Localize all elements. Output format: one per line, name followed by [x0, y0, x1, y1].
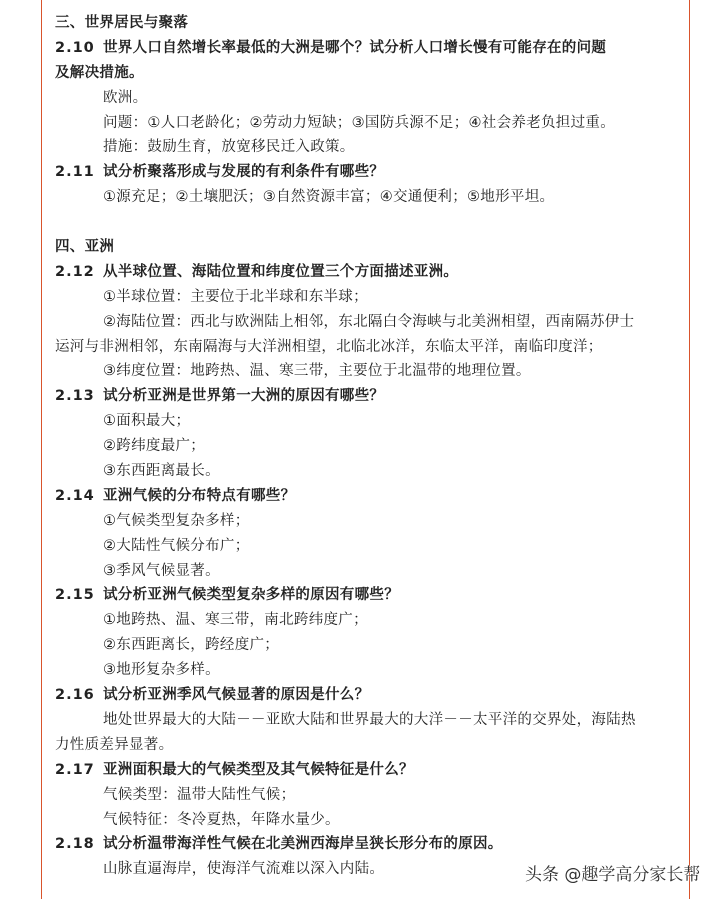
answer-line: 措施：鼓励生育，放宽移民迁入政策。	[103, 139, 355, 156]
left-border	[41, 0, 42, 899]
document-body	[55, 11, 685, 882]
question-number: 2.12	[55, 263, 95, 280]
question-text: 亚洲面积最大的气候类型及其气候特征是什么？	[103, 761, 414, 778]
answer-line: 力性质差异显著。	[55, 736, 174, 753]
answer-line: ③东西距离最长。	[103, 463, 220, 480]
question-line	[55, 36, 685, 61]
answer-line: ②海陆位置：西北与欧洲陆上相邻，东北隔白令海峡与北美洲相望，西南隔苏伊士	[103, 313, 635, 330]
answer-line: ③地形复杂多样。	[103, 662, 220, 679]
answer-line: 问题：①人口老龄化；②劳动力短缺；③国防兵源不足；④社会养老负担过重。	[103, 114, 615, 131]
question-line	[55, 832, 685, 857]
question-text: 试分析亚洲气候类型复杂多样的原因有哪些？	[103, 587, 399, 604]
question-text: 世界人口自然增长率最低的大洲是哪个？试分析人口增长慢有可能存在的问题	[103, 39, 607, 56]
question-text: 亚洲气候的分布特点有哪些？	[103, 487, 296, 504]
question-number: 2.10	[55, 39, 95, 56]
answer-line: ①源充足；②土壤肥沃；③自然资源丰富；④交通便利；⑤地形平坦。	[103, 189, 555, 206]
question-number: 2.11	[55, 164, 95, 181]
answer-line: 地处世界最大的大陆－－亚欧大陆和世界最大的大洋－－太平洋的交界处，海陆热	[103, 711, 636, 728]
answer-line: ②跨纬度最广；	[103, 438, 206, 455]
question-line	[55, 484, 685, 509]
question-line	[55, 384, 685, 409]
question-line	[55, 260, 685, 285]
answer-line: 运河与非洲相邻，东南隔海与大洋洲相望，北临北冰洋，东临太平洋，南临印度洋；	[55, 338, 603, 355]
question-text: 试分析温带海洋性气候在北美洲西海岸呈狭长形分布的原因。	[103, 836, 503, 853]
question-line	[55, 583, 685, 608]
answer-line: 山脉直逼海岸，使海洋气流难以深入内陆。	[103, 861, 385, 878]
question-number: 2.18	[55, 836, 95, 853]
question-number: 2.13	[55, 388, 95, 405]
answer-line: ①半球位置：主要位于北半球和东半球；	[103, 288, 368, 305]
answer-line: ①地跨热、温、寒三带，南北跨纬度广；	[103, 612, 368, 629]
answer-line: ②大陆性气候分布广；	[103, 537, 250, 554]
section-heading: 三、世界居民与聚落	[55, 15, 189, 31]
question-number: 2.15	[55, 587, 95, 604]
answer-line: 气候特征：冬冷夏热，年降水量少。	[103, 811, 340, 828]
answer-line: ②东西距离长，跨经度广；	[103, 637, 280, 654]
question-number: 2.16	[55, 687, 95, 704]
question-text: 及解决措施。	[55, 64, 144, 81]
blank-line	[55, 210, 685, 235]
answer-line: 欧洲。	[103, 89, 148, 106]
right-border	[689, 0, 690, 899]
question-text: 从半球位置、海陆位置和纬度位置三个方面描述亚洲。	[103, 263, 459, 280]
question-number: 2.17	[55, 761, 95, 778]
question-text: 试分析亚洲是世界第一大洲的原因有哪些？	[103, 388, 385, 405]
question-line	[55, 61, 685, 86]
answer-line: ③季风气候显著。	[103, 562, 220, 579]
question-number: 2.14	[55, 487, 95, 504]
question-text: 试分析聚落形成与发展的有利条件有哪些？	[103, 164, 385, 181]
answer-line: ①面积最大；	[103, 413, 191, 430]
question-text: 试分析亚洲季风气候显著的原因是什么？	[103, 687, 370, 704]
question-line	[55, 758, 685, 783]
question-line	[55, 683, 685, 708]
answer-line: 气候类型：温带大陆性气候；	[103, 786, 296, 803]
watermark: 头条 @趣学高分家长帮	[525, 865, 701, 885]
answer-line: ③纬度位置：地跨热、温、寒三带，主要位于北温带的地理位置。	[103, 363, 531, 380]
section-heading: 四、亚洲	[55, 239, 115, 256]
question-line	[55, 160, 685, 185]
answer-line: ①气候类型复杂多样；	[103, 512, 250, 529]
